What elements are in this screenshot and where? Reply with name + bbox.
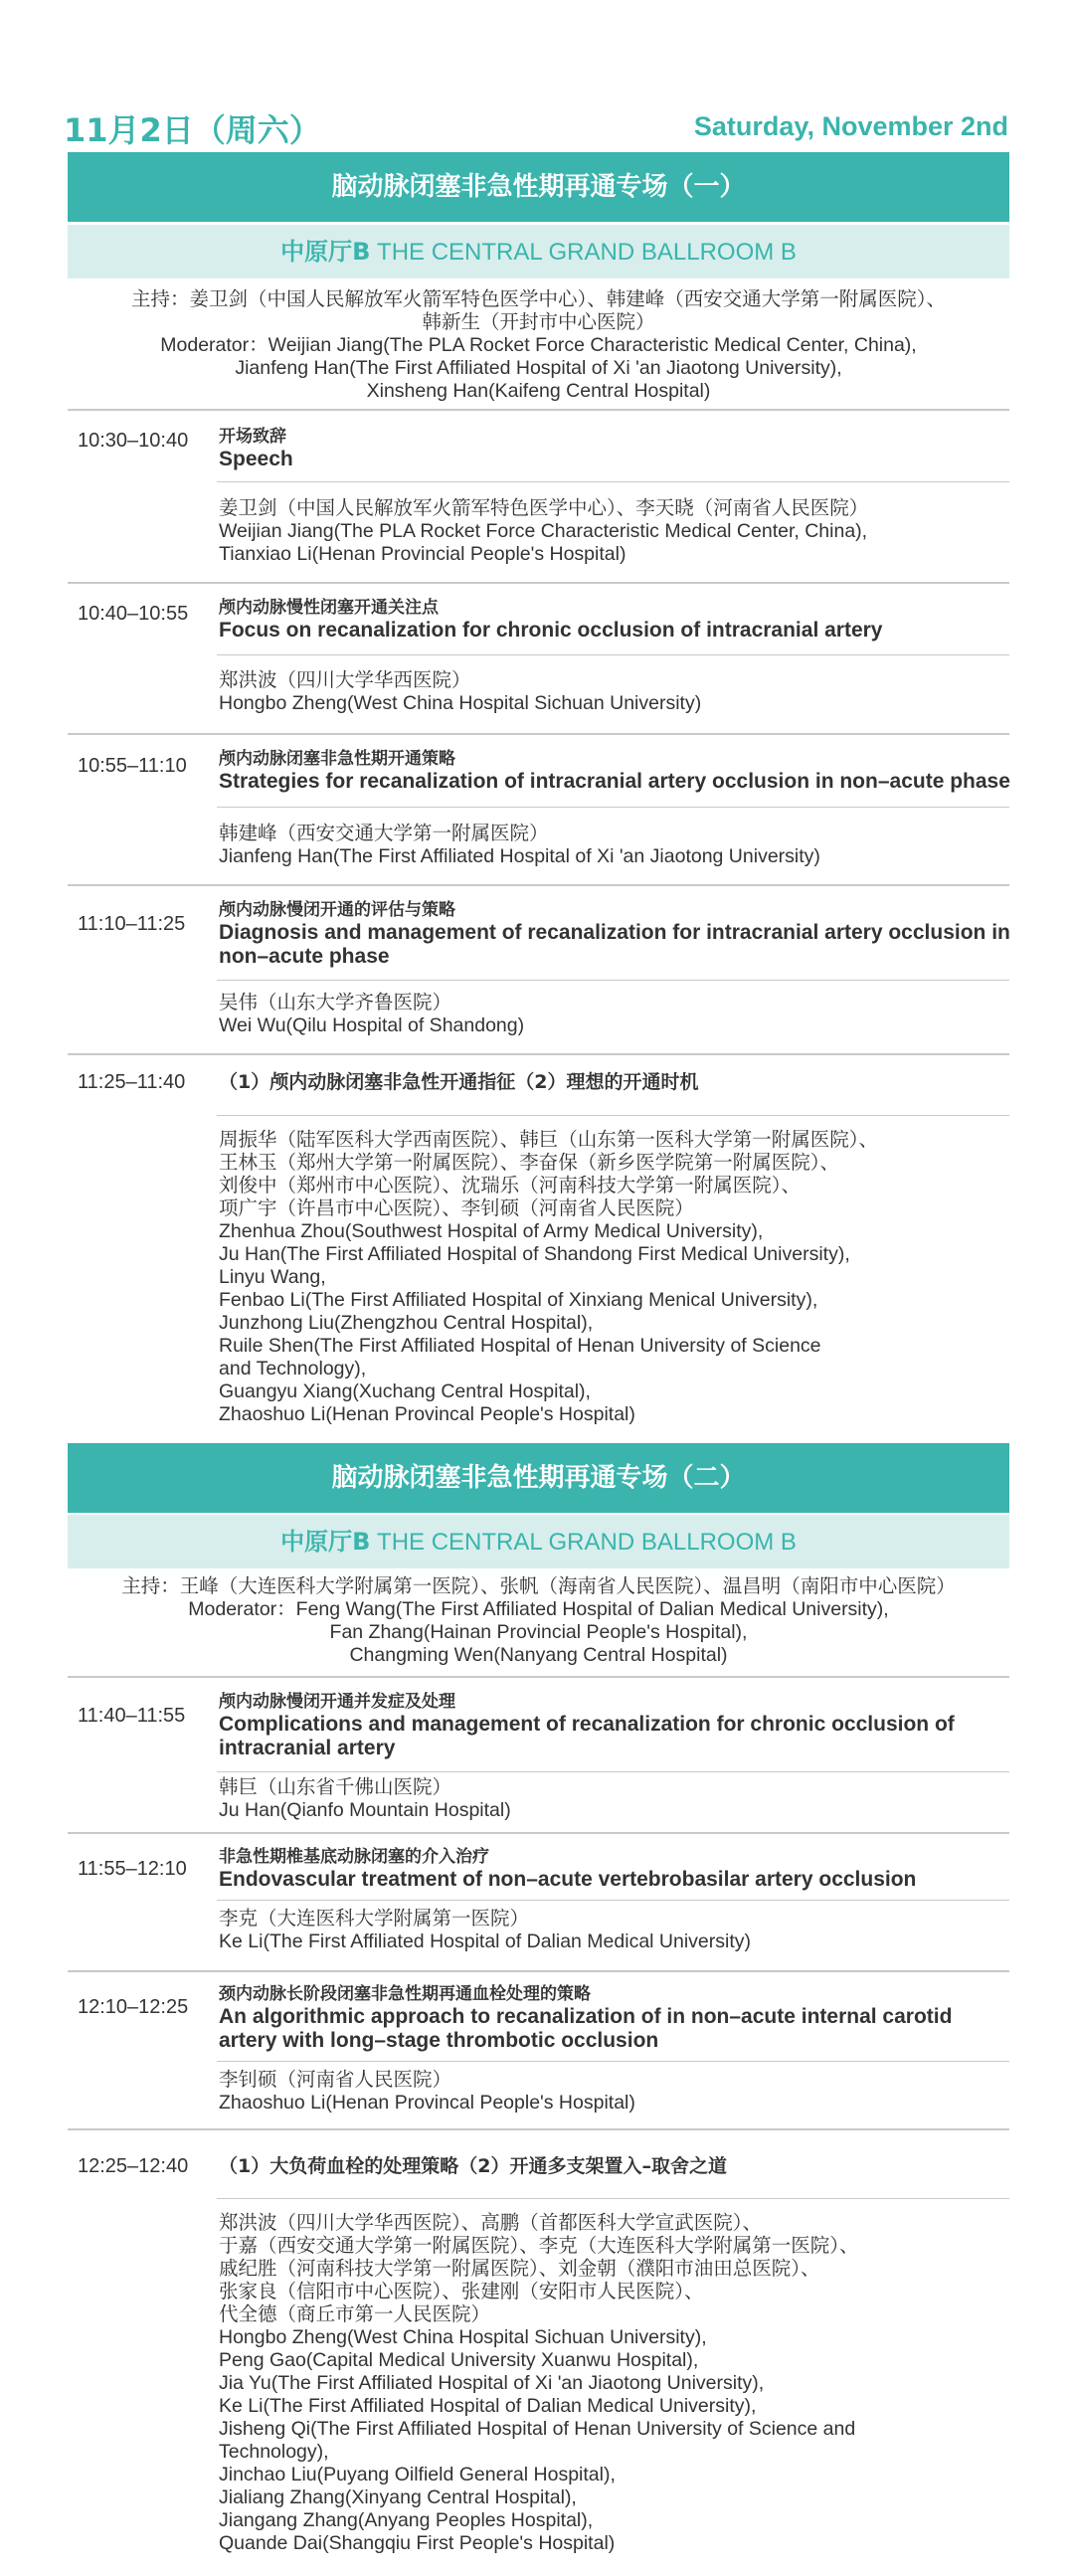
divider (68, 409, 1009, 411)
speaker-line: 戚纪胜（河南科技大学第一附属医院）、刘金朝（濮阳市油田总医院）、 (219, 2258, 820, 2280)
speaker-line: 郑洪波（四川大学华西医院）、高鹏（首都医科大学宣武医院）、 (219, 2212, 763, 2234)
talk-topic (219, 1983, 1014, 2053)
talk-title-en: Complications and management of recanalization for chronic occlusion of intracranial artery (219, 1713, 955, 1759)
speaker-line: 姜卫剑（中国人民解放军火箭军特色医学中心）、李天晓（河南省人民医院） (219, 497, 869, 519)
speaker-line: Wei Wu(Qilu Hospital of Shandong) (219, 1014, 525, 1036)
divider (217, 1115, 1009, 1116)
speaker-line: 项广宇（许昌市中心医院）、李钊硕（河南省人民医院） (219, 1197, 694, 1219)
divider (217, 1771, 1009, 1772)
speaker-line: Zhaoshuo Li(Henan Provincal People's Hospital) (219, 1403, 635, 1425)
hall-name-cn: 中原厅B (280, 238, 371, 266)
day-title-cn: 11月2日（周六） (64, 111, 321, 149)
talk-topic (219, 1071, 1014, 1093)
speaker-line: Junzhong Liu(Zhengzhou Central Hospital), (219, 1312, 594, 1334)
day-title-en: Saturday, November 2nd (693, 111, 1008, 141)
speaker-line: Ke Li(The First Affiliated Hospital of Dalian Medical University) (219, 1931, 752, 1952)
divider (68, 582, 1009, 584)
talk-topic (219, 748, 1014, 794)
speaker-line: 李钊硕（河南省人民医院） (219, 2069, 452, 2091)
divider (68, 1676, 1009, 1678)
talk-time: 10:55–11:10 (78, 755, 187, 777)
speaker-line: 韩巨（山东省千佛山医院） (219, 1776, 452, 1798)
moderator-line: 主持：王峰（大连医科大学附属第一医院）、张帆（海南省人民医院）、温昌明（南阳市中心医院） (121, 1575, 956, 1597)
moderator-line: 主持：姜卫剑（中国人民解放军火箭军特色医学中心）、韩建峰（西安交通大学第一附属医院）、 (130, 288, 946, 310)
speaker-line: Guangyu Xiang(Xuchang Central Hospital), (219, 1380, 591, 1402)
speaker-line: 吴伟（山东大学齐鲁医院） (219, 992, 452, 1013)
talk-title-en: An algorithmic approach to recanalization of in non–acute internal carotid artery with long–stage thrombotic occlusion (219, 2005, 953, 2052)
speaker-line: Linyu Wang, (219, 1266, 326, 1288)
hall-name-en: THE CENTRAL GRAND BALLROOM B (377, 239, 797, 266)
talk-topic (219, 426, 1014, 471)
session-title: 脑动脉闭塞非急性期再通专场（一） (68, 152, 1009, 222)
speaker-line: 周振华（陆军医科大学西南医院）、韩巨（山东第一医科大学第一附属医院）、 (219, 1129, 879, 1151)
moderators (68, 1575, 1009, 1667)
talk-title-cn: 开场致辞 (219, 427, 286, 447)
speaker-line: 张家良（信阳市中心医院）、张建刚（安阳市人民医院）、 (219, 2281, 704, 2302)
speaker-line: 李克（大连医科大学附属第一医院） (219, 1908, 530, 1930)
speaker-line: Jianfeng Han(The First Affiliated Hospital of Xi 'an Jiaotong University) (219, 845, 820, 867)
talk-time: 11:25–11:40 (78, 1071, 186, 1093)
moderator-line: Moderator：Feng Wang(The First Affiliated Hospital of Dalian Medical University), (188, 1598, 889, 1620)
speaker-line: 郑洪波（四川大学华西医院） (219, 669, 471, 691)
speaker-line: 代全德（商丘市第一人民医院） (219, 2303, 491, 2325)
talk-title-cn: 颅内动脉慢性闭塞开通关注点 (219, 598, 439, 618)
divider (217, 481, 1009, 482)
divider (217, 2061, 1009, 2062)
talk-time: 11:40–11:55 (78, 1705, 186, 1727)
speaker-line: Peng Gao(Capital Medical University Xuanwu Hospital), (219, 2349, 699, 2371)
speaker-line: 刘俊中（郑州市中心医院）、沈瑞乐（河南科技大学第一附属医院）、 (219, 1175, 802, 1196)
hall-name-en: THE CENTRAL GRAND BALLROOM B (377, 1529, 797, 1556)
talk-title-en: Speech (219, 448, 293, 470)
talk-topic (219, 597, 1014, 643)
divider (68, 884, 1009, 886)
moderator-line: Moderator：Weijian Jiang(The PLA Rocket Force Characteristic Medical Center, China), (160, 334, 917, 356)
talk-title-cn: 非急性期椎基底动脉闭塞的介入治疗 (219, 1847, 489, 1867)
talk-speakers (219, 1908, 1014, 1953)
divider (217, 807, 1009, 808)
moderators (68, 288, 1009, 403)
speaker-line: Zhaoshuo Li(Henan Provincal People's Hospital) (219, 2092, 635, 2114)
divider (68, 1832, 1009, 1834)
talk-title-en: Strategies for recanalization of intracranial artery occlusion in non–acute phase (219, 770, 1010, 793)
divider (68, 733, 1009, 735)
talk-title-cn: 颅内动脉慢闭开通并发症及处理 (219, 1692, 455, 1712)
speaker-line: Jia Yu(The First Affiliated Hospital of Xi 'an Jiaotong University), (219, 2372, 765, 2394)
speaker-line: Jisheng Qi(The First Affiliated Hospital of Henan University of Science and (219, 2418, 856, 2440)
speaker-line: Ruile Shen(The First Affiliated Hospital of Henan University of Science (219, 1335, 821, 1357)
talk-topic (219, 1846, 1014, 1892)
session-title: 脑动脉闭塞非急性期再通专场（二） (68, 1443, 1009, 1513)
speaker-line: 韩建峰（西安交通大学第一附属医院） (219, 823, 549, 844)
speaker-line: Quande Dai(Shangqiu First People's Hospital) (219, 2532, 616, 2554)
speaker-line: Hongbo Zheng(West China Hospital Sichuan University) (219, 692, 702, 714)
talk-speakers (219, 2069, 1014, 2115)
talk-title-en: Focus on recanalization for chronic occlusion of intracranial artery (219, 619, 883, 642)
talk-topic (219, 1691, 1014, 1760)
talk-speakers (219, 1776, 1014, 1822)
divider (68, 1053, 1009, 1055)
talk-title-cn: 颈内动脉长阶段闭塞非急性期再通血栓处理的策略 (219, 1984, 591, 2004)
talk-title-cn: 颅内动脉闭塞非急性期开通策略 (219, 749, 455, 769)
divider (217, 1900, 1009, 1901)
talk-time: 12:10–12:25 (78, 1996, 189, 2018)
divider (217, 2198, 1009, 2199)
talk-speakers (219, 2212, 1014, 2555)
speaker-line: 于嘉（西安交通大学第一附属医院）、李克（大连医科大学附属第一医院）、 (219, 2235, 859, 2257)
talk-title-en: Endovascular treatment of non–acute vertebrobasilar artery occlusion (219, 1868, 917, 1891)
talk-title-cn: （1）颅内动脉闭塞非急性开通指征（2）理想的开通时机 (219, 1071, 699, 1093)
speaker-line: Jinchao Liu(Puyang Oilfield General Hospital), (219, 2464, 616, 2485)
hall-bar (68, 225, 1009, 278)
talk-time: 10:40–10:55 (78, 603, 189, 625)
talk-speakers (219, 669, 1014, 715)
divider (68, 1970, 1009, 1972)
speaker-line: Ju Han(Qianfo Mountain Hospital) (219, 1799, 511, 1821)
moderator-line: Xinsheng Han(Kaifeng Central Hospital) (366, 380, 711, 402)
speaker-line: Technology), (219, 2441, 329, 2463)
divider (217, 654, 1009, 655)
talk-speakers (219, 823, 1014, 868)
talk-topic (219, 899, 1014, 969)
talk-title-cn: （1）大负荷血栓的处理策略（2）开通多支架置入–取舍之道 (219, 2155, 727, 2177)
speaker-line: Jiangang Zhang(Anyang Peoples Hospital), (219, 2509, 594, 2531)
talk-time: 12:25–12:40 (78, 2155, 189, 2177)
speaker-line: 王林玉（郑州大学第一附属医院）、李奋保（新乡医学院第一附属医院）、 (219, 1152, 840, 1174)
hall-name-cn: 中原厅B (280, 1528, 371, 1556)
talk-speakers (219, 497, 1014, 566)
speaker-line: Hongbo Zheng(West China Hospital Sichuan University), (219, 2326, 707, 2348)
talk-title-cn: 颅内动脉慢闭开通的评估与策略 (219, 900, 455, 920)
speaker-line: Jialiang Zhang(Xinyang Central Hospital), (219, 2486, 577, 2508)
speaker-line: Tianxiao Li(Henan Provincial People's Hospital) (219, 543, 626, 565)
talk-time: 10:30–10:40 (78, 430, 189, 452)
speaker-line: and Technology), (219, 1358, 367, 1380)
talk-speakers (219, 992, 1014, 1037)
speaker-line: Fenbao Li(The First Affiliated Hospital of Xinxiang Menical University), (219, 1289, 818, 1311)
day-header (0, 99, 1074, 159)
speaker-line: Ju Han(The First Affiliated Hospital of Shandong First Medical University), (219, 1243, 850, 1265)
moderator-line: 韩新生（开封市中心医院） (422, 311, 655, 333)
talk-topic (219, 2155, 1014, 2177)
talk-speakers (219, 1129, 1014, 1426)
moderator-line: Changming Wen(Nanyang Central Hospital) (349, 1644, 728, 1666)
speaker-line: Ke Li(The First Affiliated Hospital of Dalian Medical University), (219, 2395, 757, 2417)
talk-title-en: Diagnosis and management of recanalization for intracranial artery occlusion in non–acute phase (219, 921, 1010, 968)
talk-time: 11:10–11:25 (78, 913, 186, 935)
speaker-line: Zhenhua Zhou(Southwest Hospital of Army Medical University), (219, 1220, 764, 1242)
divider (217, 980, 1009, 981)
speaker-line: Weijian Jiang(The PLA Rocket Force Characteristic Medical Center, China), (219, 520, 868, 542)
talk-time: 11:55–12:10 (78, 1858, 187, 1880)
hall-bar (68, 1515, 1009, 1568)
moderator-line: Fan Zhang(Hainan Provincial People's Hospital), (329, 1621, 748, 1643)
divider (68, 2128, 1009, 2130)
moderator-line: Jianfeng Han(The First Affiliated Hospital of Xi 'an Jiaotong University), (235, 357, 842, 379)
